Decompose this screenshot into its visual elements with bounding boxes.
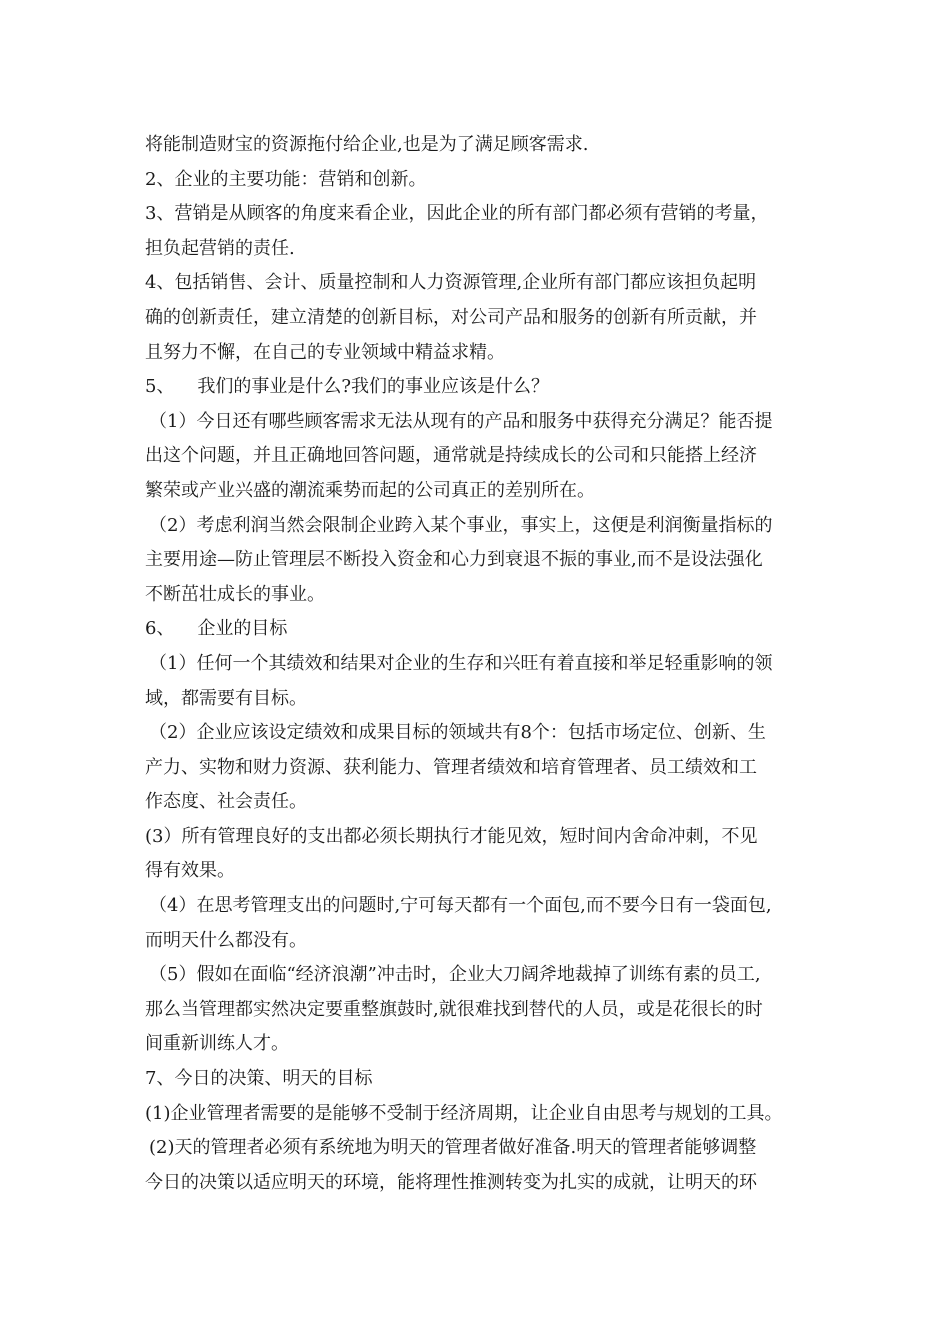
text-line: （2）考虑利润当然会限制企业跨入某个事业，事实上，这便是利润衡量指标的: [149, 514, 773, 536]
text-line: （5）假如在面临“经济浪潮”冲击时，企业大刀阔斧地裁掉了训练有素的员工,: [149, 964, 761, 986]
text-line: 担负起营销的责任.: [145, 237, 295, 259]
text-line: 且努力不懈，在自己的专业领域中精益求精。: [145, 341, 505, 363]
text-line: 出这个问题，并且正确地回答问题，通常就是持续成长的公司和只能搭上经济: [145, 445, 757, 467]
document-body: [145, 128, 825, 1200]
text-line: 7、今日的决策、明天的目标: [145, 1068, 373, 1090]
text-line: 将能制造财宝的资源拖付给企业,也是为了满足顾客需求.: [145, 134, 589, 155]
text-line: 5、 我们的事业是什么?我们的事业应该是什么？: [145, 376, 549, 398]
text-line: 2、企业的主要功能：营销和创新。: [145, 168, 427, 190]
text-line: （2）企业应该设定绩效和成果目标的领域共有8个：包括市场定位、创新、生: [149, 722, 766, 744]
text-line: (3）所有管理良好的支出都必须长期执行才能见效，短时间内舍命冲刺，不见: [145, 825, 758, 847]
text-line: 繁荣或产业兴盛的潮流乘势而起的公司真正的差别所在。: [145, 479, 595, 501]
text-line: 主要用途—防止管理层不断投入资金和心力到衰退不振的事业,而不是设法强化: [145, 549, 763, 571]
text-line: 作态度、社会责任。: [145, 791, 307, 813]
text-line: （4）在思考管理支出的问题时,宁可每天都有一个面包,而不要今日有一袋面包,: [149, 895, 772, 917]
text-line: 今日的决策以适应明天的环境，能将理性推测转变为扎实的成就，让明天的环: [145, 1171, 757, 1193]
text-line: 那么当管理都实然决定要重整旗鼓时,就很难找到替代的人员，或是花很长的时: [145, 998, 763, 1020]
text-line: 不断茁壮成长的事业。: [145, 583, 325, 605]
text-line: 间重新训练人才。: [145, 1033, 289, 1055]
text-line: 3、营销是从顾客的角度来看企业，因此企业的所有部门都必须有营销的考量，: [145, 203, 769, 225]
text-line: (2)天的管理者必须有系统地为明天的管理者做好准备.明天的管理者能够调整: [149, 1137, 757, 1159]
text-line: （1）今日还有哪些顾客需求无法从现有的产品和服务中获得充分满足？能否提: [149, 410, 773, 432]
text-line: 产力、实物和财力资源、获利能力、管理者绩效和培育管理者、员工绩效和工: [145, 756, 757, 778]
text-line: 得有效果。: [145, 860, 235, 882]
text-line: （1）任何一个其绩效和结果对企业的生存和兴旺有着直接和举足轻重影响的领: [149, 652, 773, 674]
text-line: 确的创新责任，建立清楚的创新目标，对公司产品和服务的创新有所贡献，并: [145, 306, 757, 328]
text-line: 4、包括销售、会计、质量控制和人力资源管理,企业所有部门都应该担负起明: [145, 272, 757, 294]
text-line: 而明天什么都没有。: [145, 929, 307, 951]
text-line: 6、 企业的目标: [145, 618, 288, 640]
text-line: 域，都需要有目标。: [145, 687, 307, 709]
text-line: (1)企业管理者需要的是能够不受制于经济周期，让企业自由思考与规划的工具。: [145, 1102, 783, 1124]
